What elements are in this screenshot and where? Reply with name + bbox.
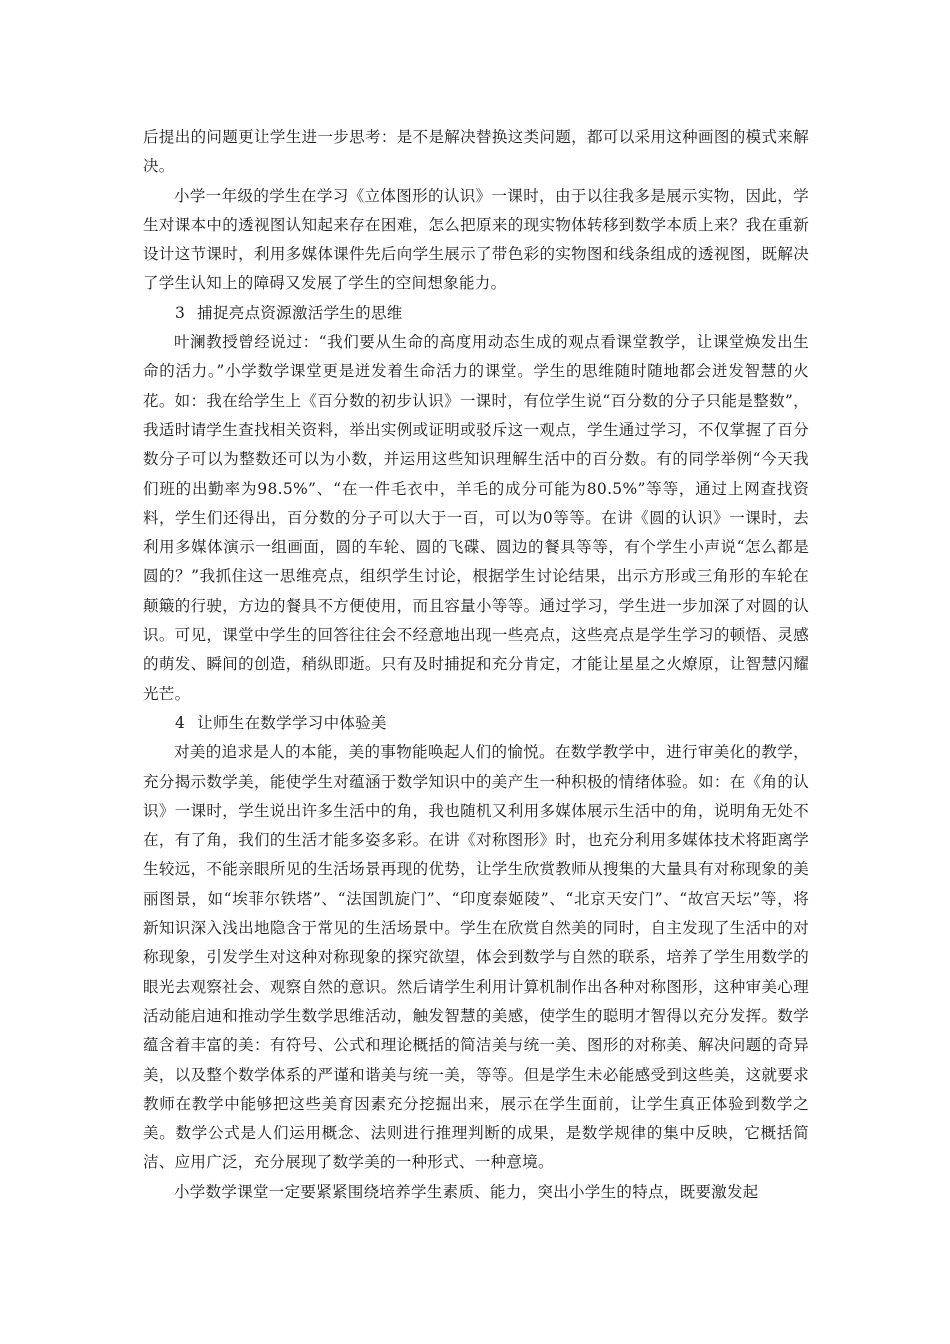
paragraph-closing: 小学数学课堂一定要紧紧围绕培养学生素质、能力，突出小学生的特点，既要激发起: [174, 1182, 759, 1201]
paragraph-solid-shapes: 小学一年级的学生在学习《立体图形的认识》一课时，由于以往我多是展示实物，因此，学生对课本中的透视图认知起来存在困难，怎么把原来的现实物体转移到数学本质上来？我在重新设计这节课时，利用多媒体课件先后向学生展示了带色彩的实物图和线条组成的透视图，既解决了学生认知上的障碍又发展了学生的空间想象能力。: [143, 186, 809, 293]
section-number: 3: [175, 303, 186, 322]
section-number: 4: [175, 713, 186, 732]
section-title: 捕捉亮点资源激活学生的思维: [197, 303, 403, 322]
paragraph-thinking-highlights: 叶澜教授曾经说过：“我们要从生命的高度用动态生成的观点看课堂教学，让课堂焕发出生命的活力。”小学数学课堂更是迸发着生命活力的课堂。学生的思维随时随地都会迸发智慧的火花。如：我在给学生上《百分数的初步认识》一课时，有位学生说“百分数的分子只能是整数”，我适时请学生查找相关资料，举出实例或证明或驳斥这一观点，学生通过学习，不仅掌握了百分数分子可以为整数还可以为小数，并运用这些知识理解生活中的百分数。有的同学举例“今天我们班的出勤率为98.5%”、“在一件毛衣中，羊毛的成分可能为80.5%”等等，通过上网查找资料，学生们还得出，百分数的分子可以大于一百，可以为0等等。在讲《圆的认识》一课时，去利用多媒体演示一组画面，圆的车轮、圆的飞碟、圆边的餐具等等，有个学生小声说“怎么都是圆的？”我抓住这一思维亮点，组织学生讨论，根据学生讨论结果，出示方形或三角形的车轮在颠簸的行驶，方边的餐具不方便使用，而且容量小等等。通过学习，学生进一步加深了对圆的认识。可见，课堂中学生的回答往往会不经意地出现一些亮点，这些亮点是学生学习的顿悟、灵感的萌发、瞬间的创造，稍纵即逝。只有及时捕捉和充分肯定，才能让星星之火燎原，让智慧闪耀光芒。: [143, 333, 809, 703]
document-body: [143, 123, 809, 1207]
section-title: 让师生在数学学习中体验美: [197, 713, 387, 732]
section-heading-4: [143, 709, 809, 738]
paragraph-math-beauty: 对美的追求是人的本能，美的事物能唤起人们的愉悦。在数学教学中，进行审美化的教学，充分揭示数学美，能使学生对蕴涵于数学知识中的美产生一种积极的情绪体验。如：在《角的认识》一课时，学生说出许多生活中的角，我也随机又利用多媒体展示生活中的角，说明角无处不在，有了角，我们的生活才能多姿多彩。在讲《对称图形》时，也充分利用多媒体技术将距离学生较远，不能亲眼所见的生活场景再现的优势，让学生欣赏教师从搜集的大量具有对称现象的美丽图景，如“埃菲尔铁塔”、“法国凯旋门”、“印度泰姬陵”、“北京天安门”、“故宫天坛”等，将新知识深入浅出地隐含于常见的生活场景中。学生在欣赏自然美的同时，自主发现了生活中的对称现象，引发学生对这种对称现象的探究欲望，体会到数学与自然的联系，培养了学生用数学的眼光去观察社会、观察自然的意识。然后请学生利用计算机制作出各种对称图形，这种审美心理活动能启迪和推动学生数学思维活动，触发智慧的美感，使学生的聪明才智得以充分发挥。数学蕴含着丰富的美：有符号、公式和理论概括的简洁美与统一美、图形的对称美、解决问题的奇异美，以及整个数学体系的严谨和谐美与统一美，等等。但是学生未必能感受到这些美，这就要求教师在教学中能够把这些美育因素充分挖掘出来，展示在学生面前，让学生真正体验到数学之美。数学公式是人们运用概念、法则进行推理判断的成果，是数学规律的集中反映，它概括简洁、应用广泛，充分展现了数学美的一种形式、一种意境。: [143, 743, 809, 1172]
section-heading-3: [143, 299, 809, 328]
paragraph-continued: 后提出的问题更让学生进一步思考：是不是解决替换这类问题，都可以采用这种画图的模式来解决。: [143, 128, 809, 176]
